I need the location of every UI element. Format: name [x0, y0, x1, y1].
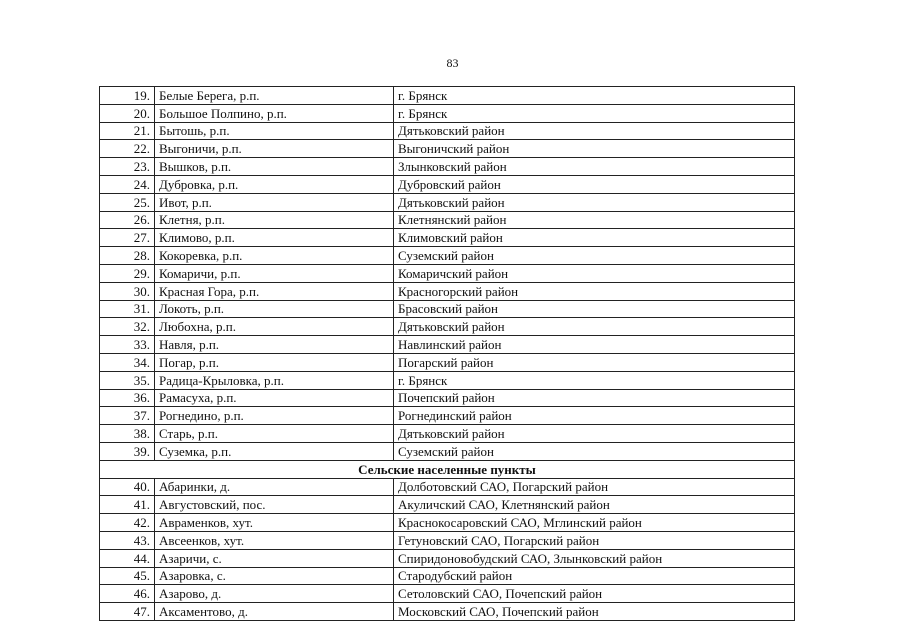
- district-name: Дубровский район: [394, 175, 795, 193]
- district-name: Сетоловский САО, Почепский район: [394, 585, 795, 603]
- settlement-name: Клетня, р.п.: [155, 211, 394, 229]
- table-row: [100, 585, 795, 603]
- table-row: [100, 247, 795, 265]
- row-number: 46.: [100, 585, 155, 603]
- district-name: Стародубский район: [394, 567, 795, 585]
- district-name: Клетнянский район: [394, 211, 795, 229]
- settlement-name: Красная Гора, р.п.: [155, 282, 394, 300]
- row-number: 38.: [100, 425, 155, 443]
- table-row: [100, 514, 795, 532]
- page-number: 83: [446, 56, 459, 70]
- district-name: г. Брянск: [394, 104, 795, 122]
- row-number: 44.: [100, 549, 155, 567]
- settlement-name: Дубровка, р.п.: [155, 175, 394, 193]
- district-name: Акуличский САО, Клетнянский район: [394, 496, 795, 514]
- district-name: Долботовский САО, Погарский район: [394, 478, 795, 496]
- table-row: [100, 442, 795, 460]
- district-name: Рогнединский район: [394, 407, 795, 425]
- row-number: 32.: [100, 318, 155, 336]
- settlement-name: Комаричи, р.п.: [155, 264, 394, 282]
- settlement-name: Аксаментово, д.: [155, 603, 394, 621]
- district-name: Дятьковский район: [394, 318, 795, 336]
- settlement-name: Старь, р.п.: [155, 425, 394, 443]
- table-row: [100, 193, 795, 211]
- table-row: [100, 389, 795, 407]
- district-name: Дятьковский район: [394, 122, 795, 140]
- table-row: [100, 567, 795, 585]
- row-number: 33.: [100, 336, 155, 354]
- row-number: 40.: [100, 478, 155, 496]
- row-number: 26.: [100, 211, 155, 229]
- table-row: [100, 264, 795, 282]
- district-name: Дятьковский район: [394, 425, 795, 443]
- settlement-name: Любохна, р.п.: [155, 318, 394, 336]
- row-number: 43.: [100, 531, 155, 549]
- settlement-name: Абаринки, д.: [155, 478, 394, 496]
- row-number: 31.: [100, 300, 155, 318]
- settlement-name: Радица-Крыловка, р.п.: [155, 371, 394, 389]
- table-row: [100, 371, 795, 389]
- row-number: 24.: [100, 175, 155, 193]
- district-name: г. Брянск: [394, 87, 795, 105]
- district-name: Спиридоновобудский САО, Злынковский район: [394, 549, 795, 567]
- section-header: Сельские населенные пункты: [100, 460, 795, 478]
- row-number: 25.: [100, 193, 155, 211]
- settlement-name: Азаровка, с.: [155, 567, 394, 585]
- district-name: Дятьковский район: [394, 193, 795, 211]
- settlement-name: Августовский, пос.: [155, 496, 394, 514]
- table-row: [100, 122, 795, 140]
- table-row: [100, 229, 795, 247]
- row-number: 34.: [100, 353, 155, 371]
- district-name: Брасовский район: [394, 300, 795, 318]
- row-number: 35.: [100, 371, 155, 389]
- table-row: [100, 496, 795, 514]
- district-name: г. Брянск: [394, 371, 795, 389]
- table-row: [100, 425, 795, 443]
- settlement-name: Выгоничи, р.п.: [155, 140, 394, 158]
- row-number: 20.: [100, 104, 155, 122]
- table-row: [100, 140, 795, 158]
- table-row: [100, 282, 795, 300]
- district-name: Красногорский район: [394, 282, 795, 300]
- row-number: 23.: [100, 158, 155, 176]
- district-name: Навлинский район: [394, 336, 795, 354]
- table-row: [100, 549, 795, 567]
- district-name: Краснокосаровский САО, Мглинский район: [394, 514, 795, 532]
- row-number: 42.: [100, 514, 155, 532]
- district-name: Выгоничский район: [394, 140, 795, 158]
- settlement-name: Авсеенков, хут.: [155, 531, 394, 549]
- settlement-name: Азаричи, с.: [155, 549, 394, 567]
- settlements-table-body: [100, 87, 795, 621]
- row-number: 36.: [100, 389, 155, 407]
- row-number: 28.: [100, 247, 155, 265]
- table-row: [100, 211, 795, 229]
- row-number: 27.: [100, 229, 155, 247]
- district-name: Почепский район: [394, 389, 795, 407]
- settlements-table: [99, 86, 795, 621]
- table-row: [100, 158, 795, 176]
- table-row: [100, 603, 795, 621]
- row-number: 22.: [100, 140, 155, 158]
- row-number: 30.: [100, 282, 155, 300]
- district-name: Гетуновский САО, Погарский район: [394, 531, 795, 549]
- settlement-name: Локоть, р.п.: [155, 300, 394, 318]
- table-row: [100, 104, 795, 122]
- district-name: Суземский район: [394, 442, 795, 460]
- table-row: [100, 87, 795, 105]
- row-number: 19.: [100, 87, 155, 105]
- settlement-name: Рамасуха, р.п.: [155, 389, 394, 407]
- settlement-name: Белые Берега, р.п.: [155, 87, 394, 105]
- settlement-name: Авраменков, хут.: [155, 514, 394, 532]
- settlement-name: Большое Полпино, р.п.: [155, 104, 394, 122]
- settlement-name: Вышков, р.п.: [155, 158, 394, 176]
- table-row: [100, 353, 795, 371]
- district-name: Климовский район: [394, 229, 795, 247]
- settlement-name: Азарово, д.: [155, 585, 394, 603]
- table-row: [100, 478, 795, 496]
- settlement-name: Суземка, р.п.: [155, 442, 394, 460]
- district-name: Суземский район: [394, 247, 795, 265]
- table-row: [100, 300, 795, 318]
- district-name: Злынковский район: [394, 158, 795, 176]
- settlement-name: Рогнедино, р.п.: [155, 407, 394, 425]
- table-row: [100, 318, 795, 336]
- row-number: 29.: [100, 264, 155, 282]
- district-name: Московский САО, Почепский район: [394, 603, 795, 621]
- table-row: [100, 531, 795, 549]
- row-number: 37.: [100, 407, 155, 425]
- row-number: 47.: [100, 603, 155, 621]
- section-header-row: [100, 460, 795, 478]
- settlement-name: Навля, р.п.: [155, 336, 394, 354]
- row-number: 39.: [100, 442, 155, 460]
- table-row: [100, 175, 795, 193]
- settlement-name: Климово, р.п.: [155, 229, 394, 247]
- table-row: [100, 407, 795, 425]
- settlement-name: Бытошь, р.п.: [155, 122, 394, 140]
- table-row: [100, 336, 795, 354]
- row-number: 41.: [100, 496, 155, 514]
- district-name: Комаричский район: [394, 264, 795, 282]
- district-name: Погарский район: [394, 353, 795, 371]
- settlement-name: Кокоревка, р.п.: [155, 247, 394, 265]
- row-number: 45.: [100, 567, 155, 585]
- settlement-name: Погар, р.п.: [155, 353, 394, 371]
- settlement-name: Ивот, р.п.: [155, 193, 394, 211]
- row-number: 21.: [100, 122, 155, 140]
